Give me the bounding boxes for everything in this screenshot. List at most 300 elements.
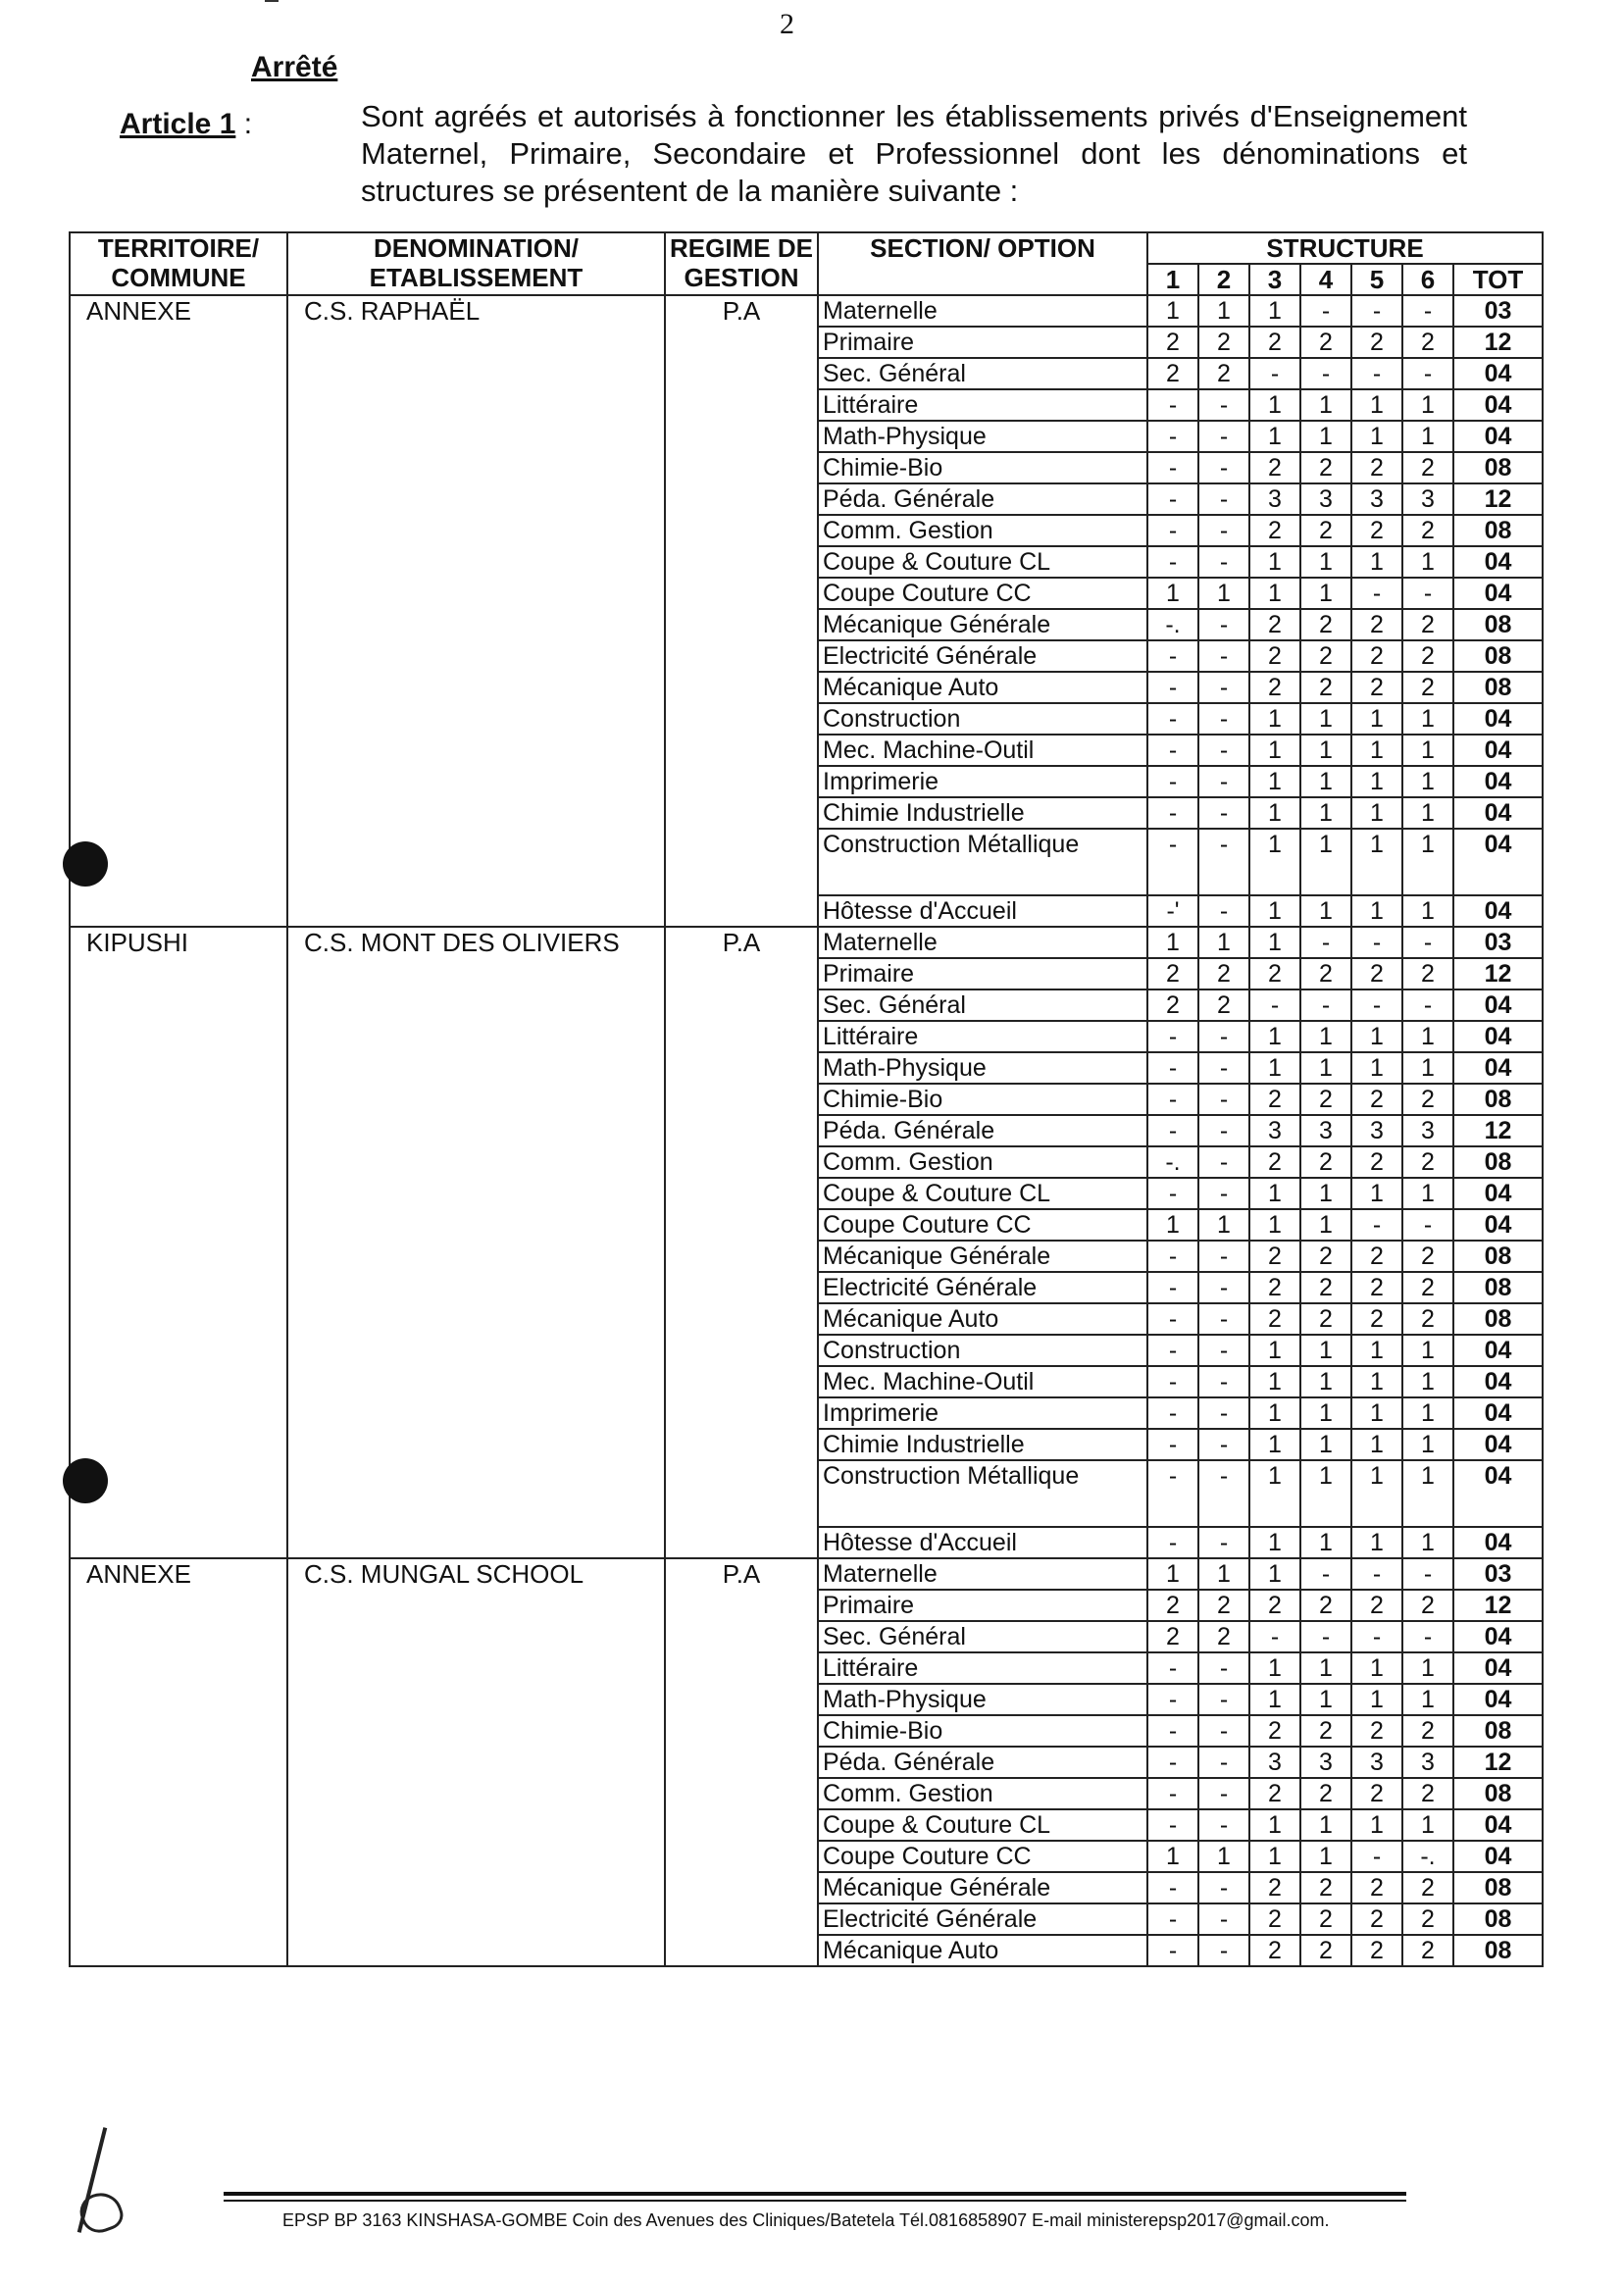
year-6-cell: 1: [1402, 1429, 1453, 1460]
year-2-cell: -: [1198, 1429, 1249, 1460]
section-option-cell: Electricité Générale: [818, 1272, 1147, 1303]
year-3-cell: 2: [1249, 640, 1300, 672]
year-2-cell: -: [1198, 1809, 1249, 1841]
year-4-cell: 2: [1300, 1146, 1351, 1178]
year-4-cell: 2: [1300, 672, 1351, 703]
signature-mark: [75, 2187, 127, 2238]
table-row: [70, 1558, 1543, 1590]
year-6-cell: 1: [1402, 1652, 1453, 1684]
year-6-cell: -: [1402, 1209, 1453, 1241]
header-year-1: 1: [1147, 264, 1198, 295]
year-4-cell: 1: [1300, 1021, 1351, 1052]
year-2-cell: -: [1198, 1084, 1249, 1115]
table-body: [70, 295, 1543, 1966]
section-option-cell: Sec. Général: [818, 1621, 1147, 1652]
year-3-cell: 2: [1249, 1715, 1300, 1747]
year-5-cell: -: [1351, 295, 1402, 327]
section-option-cell: Math-Physique: [818, 1052, 1147, 1084]
punch-hole: [63, 841, 108, 887]
year-3-cell: 2: [1249, 1778, 1300, 1809]
year-6-cell: 2: [1402, 1084, 1453, 1115]
year-4-cell: 2: [1300, 1084, 1351, 1115]
punch-hole: [63, 1458, 108, 1503]
year-3-cell: 1: [1249, 295, 1300, 327]
year-4-cell: 1: [1300, 1178, 1351, 1209]
year-2-cell: -: [1198, 1303, 1249, 1335]
year-4-cell: 1: [1300, 1809, 1351, 1841]
year-5-cell: -: [1351, 1209, 1402, 1241]
table-row: [70, 295, 1543, 327]
year-4-cell: 1: [1300, 829, 1351, 895]
territoire-cell: ANNEXE: [70, 1558, 287, 1966]
year-5-cell: 2: [1351, 609, 1402, 640]
year-4-cell: 2: [1300, 327, 1351, 358]
year-4-cell: 1: [1300, 546, 1351, 578]
year-3-cell: -: [1249, 358, 1300, 389]
year-5-cell: 2: [1351, 958, 1402, 989]
year-3-cell: 3: [1249, 483, 1300, 515]
year-5-cell: 1: [1351, 895, 1402, 927]
total-cell: 12: [1453, 958, 1543, 989]
year-4-cell: 1: [1300, 766, 1351, 797]
year-2-cell: -: [1198, 1778, 1249, 1809]
year-6-cell: 2: [1402, 1778, 1453, 1809]
year-4-cell: 2: [1300, 1872, 1351, 1903]
year-5-cell: -: [1351, 578, 1402, 609]
year-6-cell: 2: [1402, 1241, 1453, 1272]
year-1-cell: 1: [1147, 578, 1198, 609]
section-option-cell: Péda. Générale: [818, 483, 1147, 515]
year-4-cell: 3: [1300, 1115, 1351, 1146]
year-4-cell: 1: [1300, 389, 1351, 421]
etablissement-cell: C.S. RAPHAËL: [287, 295, 665, 927]
total-cell: 03: [1453, 1558, 1543, 1590]
year-2-cell: -: [1198, 797, 1249, 829]
section-option-cell: Imprimerie: [818, 1397, 1147, 1429]
year-6-cell: 1: [1402, 546, 1453, 578]
year-6-cell: 2: [1402, 609, 1453, 640]
year-3-cell: 3: [1249, 1747, 1300, 1778]
year-2-cell: -: [1198, 1052, 1249, 1084]
article-colon: :: [235, 108, 253, 140]
year-6-cell: 2: [1402, 1146, 1453, 1178]
section-option-cell: Electricité Générale: [818, 1903, 1147, 1935]
total-cell: 08: [1453, 1272, 1543, 1303]
year-1-cell: -: [1147, 1652, 1198, 1684]
year-3-cell: 1: [1249, 766, 1300, 797]
total-cell: 08: [1453, 609, 1543, 640]
year-4-cell: 3: [1300, 483, 1351, 515]
year-2-cell: -: [1198, 1146, 1249, 1178]
regime-cell: P.A: [665, 927, 818, 1558]
year-1-cell: -: [1147, 1460, 1198, 1527]
year-5-cell: -: [1351, 1558, 1402, 1590]
year-5-cell: 3: [1351, 1115, 1402, 1146]
year-2-cell: 1: [1198, 578, 1249, 609]
year-3-cell: 1: [1249, 421, 1300, 452]
year-4-cell: 1: [1300, 1460, 1351, 1527]
section-option-cell: Maternelle: [818, 295, 1147, 327]
year-3-cell: 2: [1249, 515, 1300, 546]
territoire-cell: ANNEXE: [70, 295, 287, 927]
year-4-cell: 2: [1300, 1715, 1351, 1747]
year-1-cell: 1: [1147, 927, 1198, 958]
year-4-cell: 1: [1300, 1397, 1351, 1429]
year-6-cell: 1: [1402, 1021, 1453, 1052]
year-5-cell: -: [1351, 1841, 1402, 1872]
year-6-cell: 1: [1402, 895, 1453, 927]
header-tot: TOT: [1453, 264, 1543, 295]
total-cell: 04: [1453, 989, 1543, 1021]
total-cell: 08: [1453, 1084, 1543, 1115]
header-year-3: 3: [1249, 264, 1300, 295]
year-2-cell: -: [1198, 1366, 1249, 1397]
year-3-cell: 1: [1249, 1052, 1300, 1084]
year-1-cell: 1: [1147, 295, 1198, 327]
year-1-cell: -: [1147, 1684, 1198, 1715]
header-year-5: 5: [1351, 264, 1402, 295]
total-cell: 04: [1453, 766, 1543, 797]
year-3-cell: 1: [1249, 735, 1300, 766]
year-2-cell: -: [1198, 421, 1249, 452]
total-cell: 04: [1453, 797, 1543, 829]
page-number: 2: [780, 8, 794, 40]
total-cell: 08: [1453, 672, 1543, 703]
section-option-cell: Math-Physique: [818, 421, 1147, 452]
year-4-cell: 2: [1300, 1303, 1351, 1335]
year-2-cell: 2: [1198, 1590, 1249, 1621]
total-cell: 04: [1453, 1366, 1543, 1397]
total-cell: 04: [1453, 1052, 1543, 1084]
total-cell: 04: [1453, 421, 1543, 452]
total-cell: 04: [1453, 829, 1543, 895]
year-3-cell: -: [1249, 989, 1300, 1021]
year-4-cell: 2: [1300, 1778, 1351, 1809]
year-3-cell: 1: [1249, 1397, 1300, 1429]
section-option-cell: Littéraire: [818, 1652, 1147, 1684]
year-3-cell: 1: [1249, 797, 1300, 829]
total-cell: 04: [1453, 578, 1543, 609]
header-regime: REGIME DE GESTION: [665, 232, 818, 295]
year-4-cell: 2: [1300, 609, 1351, 640]
year-6-cell: 2: [1402, 1590, 1453, 1621]
year-2-cell: -: [1198, 703, 1249, 735]
year-3-cell: 1: [1249, 1335, 1300, 1366]
total-cell: 04: [1453, 703, 1543, 735]
year-4-cell: 2: [1300, 1241, 1351, 1272]
year-2-cell: -: [1198, 1460, 1249, 1527]
year-5-cell: 1: [1351, 546, 1402, 578]
year-5-cell: 1: [1351, 389, 1402, 421]
total-cell: 04: [1453, 1178, 1543, 1209]
year-3-cell: -: [1249, 1621, 1300, 1652]
total-cell: 04: [1453, 735, 1543, 766]
year-4-cell: 2: [1300, 958, 1351, 989]
year-1-cell: -: [1147, 703, 1198, 735]
year-4-cell: 1: [1300, 797, 1351, 829]
year-6-cell: 2: [1402, 640, 1453, 672]
year-1-cell: -: [1147, 1335, 1198, 1366]
stray-mark: [265, 0, 279, 2]
year-3-cell: 2: [1249, 327, 1300, 358]
year-4-cell: 1: [1300, 1366, 1351, 1397]
year-4-cell: 2: [1300, 640, 1351, 672]
year-3-cell: 1: [1249, 1178, 1300, 1209]
section-option-cell: Littéraire: [818, 1021, 1147, 1052]
year-1-cell: -: [1147, 672, 1198, 703]
section-option-cell: Primaire: [818, 327, 1147, 358]
year-2-cell: -: [1198, 640, 1249, 672]
year-2-cell: -: [1198, 735, 1249, 766]
year-2-cell: 2: [1198, 327, 1249, 358]
year-4-cell: 1: [1300, 578, 1351, 609]
year-6-cell: 1: [1402, 829, 1453, 895]
year-5-cell: 1: [1351, 1052, 1402, 1084]
year-2-cell: -: [1198, 895, 1249, 927]
year-4-cell: -: [1300, 358, 1351, 389]
section-option-cell: Péda. Générale: [818, 1747, 1147, 1778]
total-cell: 04: [1453, 1209, 1543, 1241]
year-3-cell: 2: [1249, 1241, 1300, 1272]
year-5-cell: 2: [1351, 452, 1402, 483]
year-3-cell: 1: [1249, 1652, 1300, 1684]
total-cell: 03: [1453, 295, 1543, 327]
section-option-cell: Comm. Gestion: [818, 515, 1147, 546]
year-5-cell: 2: [1351, 1778, 1402, 1809]
year-4-cell: 1: [1300, 1652, 1351, 1684]
etablissement-cell: C.S. MONT DES OLIVIERS: [287, 927, 665, 1558]
total-cell: 08: [1453, 1715, 1543, 1747]
section-option-cell: Sec. Général: [818, 358, 1147, 389]
year-5-cell: 3: [1351, 1747, 1402, 1778]
year-4-cell: 2: [1300, 1935, 1351, 1966]
total-cell: 04: [1453, 1621, 1543, 1652]
year-6-cell: -: [1402, 358, 1453, 389]
year-5-cell: 1: [1351, 1178, 1402, 1209]
footer-rule: [224, 2192, 1406, 2196]
year-3-cell: 1: [1249, 1429, 1300, 1460]
year-3-cell: 1: [1249, 703, 1300, 735]
year-1-cell: -: [1147, 1715, 1198, 1747]
total-cell: 03: [1453, 927, 1543, 958]
year-1-cell: -: [1147, 1272, 1198, 1303]
year-5-cell: 2: [1351, 672, 1402, 703]
year-5-cell: 1: [1351, 1429, 1402, 1460]
section-option-cell: Construction: [818, 703, 1147, 735]
year-4-cell: 1: [1300, 1841, 1351, 1872]
year-3-cell: 2: [1249, 958, 1300, 989]
year-2-cell: -: [1198, 1178, 1249, 1209]
year-4-cell: 3: [1300, 1747, 1351, 1778]
year-2-cell: -: [1198, 1715, 1249, 1747]
year-2-cell: 2: [1198, 358, 1249, 389]
year-4-cell: 1: [1300, 1052, 1351, 1084]
article-number: Article 1: [120, 108, 236, 140]
section-option-cell: Hôtesse d'Accueil: [818, 895, 1147, 927]
year-5-cell: 1: [1351, 1335, 1402, 1366]
year-1-cell: 2: [1147, 989, 1198, 1021]
year-5-cell: 1: [1351, 1527, 1402, 1558]
year-5-cell: 2: [1351, 1146, 1402, 1178]
total-cell: 12: [1453, 483, 1543, 515]
section-option-cell: Mec. Machine-Outil: [818, 735, 1147, 766]
year-6-cell: 2: [1402, 1903, 1453, 1935]
year-1-cell: 1: [1147, 1841, 1198, 1872]
year-2-cell: -: [1198, 1397, 1249, 1429]
section-option-cell: Coupe Couture CC: [818, 1841, 1147, 1872]
year-1-cell: -: [1147, 1178, 1198, 1209]
section-option-cell: Coupe & Couture CL: [818, 1809, 1147, 1841]
section-option-cell: Chimie-Bio: [818, 452, 1147, 483]
header-section: SECTION/ OPTION: [818, 232, 1147, 295]
year-1-cell: -: [1147, 1527, 1198, 1558]
total-cell: 04: [1453, 1021, 1543, 1052]
year-4-cell: 2: [1300, 1272, 1351, 1303]
total-cell: 08: [1453, 1778, 1543, 1809]
year-6-cell: 2: [1402, 1715, 1453, 1747]
section-option-cell: Mec. Machine-Outil: [818, 1366, 1147, 1397]
year-2-cell: -: [1198, 1684, 1249, 1715]
year-6-cell: 1: [1402, 1052, 1453, 1084]
year-1-cell: -: [1147, 1366, 1198, 1397]
header-year-2: 2: [1198, 264, 1249, 295]
year-2-cell: -: [1198, 1935, 1249, 1966]
section-option-cell: Chimie Industrielle: [818, 1429, 1147, 1460]
year-5-cell: 1: [1351, 766, 1402, 797]
year-6-cell: 1: [1402, 421, 1453, 452]
section-option-cell: Hôtesse d'Accueil: [818, 1527, 1147, 1558]
document-title: Arrêté: [251, 51, 338, 83]
year-1-cell: -: [1147, 515, 1198, 546]
year-5-cell: 2: [1351, 1935, 1402, 1966]
year-6-cell: 2: [1402, 1935, 1453, 1966]
article-label: [120, 108, 252, 141]
year-1-cell: -': [1147, 895, 1198, 927]
article-text: Sont agréés et autorisés à fonctionner les établissements privés d'Enseignement Maternel, Primaire, Secondaire et Professionnel dont les dénominations et structures se présentent de la manière suivante :: [361, 99, 1467, 208]
year-6-cell: -: [1402, 989, 1453, 1021]
section-option-cell: Imprimerie: [818, 766, 1147, 797]
year-5-cell: 1: [1351, 1652, 1402, 1684]
year-1-cell: -: [1147, 1872, 1198, 1903]
header-year-6: 6: [1402, 264, 1453, 295]
year-1-cell: -: [1147, 1903, 1198, 1935]
year-5-cell: 3: [1351, 483, 1402, 515]
year-2-cell: -: [1198, 452, 1249, 483]
year-6-cell: 1: [1402, 1684, 1453, 1715]
total-cell: 04: [1453, 1397, 1543, 1429]
year-1-cell: -: [1147, 546, 1198, 578]
year-3-cell: 2: [1249, 1272, 1300, 1303]
year-6-cell: 1: [1402, 1809, 1453, 1841]
section-option-cell: Coupe & Couture CL: [818, 546, 1147, 578]
section-option-cell: Coupe Couture CC: [818, 1209, 1147, 1241]
year-1-cell: -: [1147, 640, 1198, 672]
year-3-cell: 1: [1249, 546, 1300, 578]
year-4-cell: 2: [1300, 1903, 1351, 1935]
section-option-cell: Mécanique Générale: [818, 1241, 1147, 1272]
year-6-cell: 2: [1402, 327, 1453, 358]
year-5-cell: 1: [1351, 735, 1402, 766]
year-6-cell: 1: [1402, 797, 1453, 829]
section-option-cell: Mécanique Auto: [818, 1935, 1147, 1966]
section-option-cell: Coupe Couture CC: [818, 578, 1147, 609]
year-6-cell: 3: [1402, 1115, 1453, 1146]
year-6-cell: -.: [1402, 1841, 1453, 1872]
section-option-cell: Mécanique Auto: [818, 1303, 1147, 1335]
year-4-cell: 2: [1300, 452, 1351, 483]
year-5-cell: 2: [1351, 1715, 1402, 1747]
year-6-cell: -: [1402, 1558, 1453, 1590]
section-option-cell: Comm. Gestion: [818, 1146, 1147, 1178]
section-option-cell: Comm. Gestion: [818, 1778, 1147, 1809]
year-1-cell: -: [1147, 1084, 1198, 1115]
year-1-cell: -: [1147, 1115, 1198, 1146]
year-5-cell: 1: [1351, 1684, 1402, 1715]
year-3-cell: 1: [1249, 829, 1300, 895]
year-1-cell: -: [1147, 452, 1198, 483]
year-1-cell: -: [1147, 389, 1198, 421]
year-3-cell: 1: [1249, 1558, 1300, 1590]
header-row-1: [70, 232, 1543, 264]
year-3-cell: 2: [1249, 1903, 1300, 1935]
year-6-cell: 1: [1402, 703, 1453, 735]
year-3-cell: 2: [1249, 1935, 1300, 1966]
section-option-cell: Maternelle: [818, 927, 1147, 958]
year-6-cell: 1: [1402, 389, 1453, 421]
year-2-cell: -: [1198, 1527, 1249, 1558]
year-3-cell: 1: [1249, 1809, 1300, 1841]
year-3-cell: 1: [1249, 895, 1300, 927]
year-1-cell: -: [1147, 1397, 1198, 1429]
year-1-cell: 2: [1147, 1621, 1198, 1652]
section-option-cell: Mécanique Auto: [818, 672, 1147, 703]
year-5-cell: 1: [1351, 1460, 1402, 1527]
year-3-cell: 1: [1249, 578, 1300, 609]
year-1-cell: 2: [1147, 1590, 1198, 1621]
year-3-cell: 2: [1249, 1146, 1300, 1178]
year-1-cell: -: [1147, 421, 1198, 452]
section-option-cell: Coupe & Couture CL: [818, 1178, 1147, 1209]
year-6-cell: 2: [1402, 1272, 1453, 1303]
regime-cell: P.A: [665, 295, 818, 927]
year-5-cell: 2: [1351, 515, 1402, 546]
year-1-cell: -: [1147, 1021, 1198, 1052]
year-3-cell: 2: [1249, 452, 1300, 483]
year-4-cell: 1: [1300, 421, 1351, 452]
year-5-cell: 2: [1351, 1084, 1402, 1115]
year-2-cell: -: [1198, 515, 1249, 546]
year-4-cell: 1: [1300, 1209, 1351, 1241]
year-2-cell: -: [1198, 1241, 1249, 1272]
header-structure: STRUCTURE: [1147, 232, 1543, 264]
section-option-cell: Construction Métallique: [818, 1460, 1147, 1527]
year-5-cell: 1: [1351, 797, 1402, 829]
year-2-cell: -: [1198, 1335, 1249, 1366]
year-1-cell: -: [1147, 766, 1198, 797]
total-cell: 04: [1453, 1809, 1543, 1841]
year-4-cell: -: [1300, 1621, 1351, 1652]
year-6-cell: -: [1402, 295, 1453, 327]
year-5-cell: 1: [1351, 1809, 1402, 1841]
etablissement-cell: C.S. MUNGAL SCHOOL: [287, 1558, 665, 1966]
year-6-cell: 1: [1402, 735, 1453, 766]
year-3-cell: 2: [1249, 672, 1300, 703]
year-4-cell: 1: [1300, 1527, 1351, 1558]
total-cell: 04: [1453, 1335, 1543, 1366]
year-3-cell: 1: [1249, 1460, 1300, 1527]
total-cell: 12: [1453, 1590, 1543, 1621]
year-6-cell: -: [1402, 927, 1453, 958]
